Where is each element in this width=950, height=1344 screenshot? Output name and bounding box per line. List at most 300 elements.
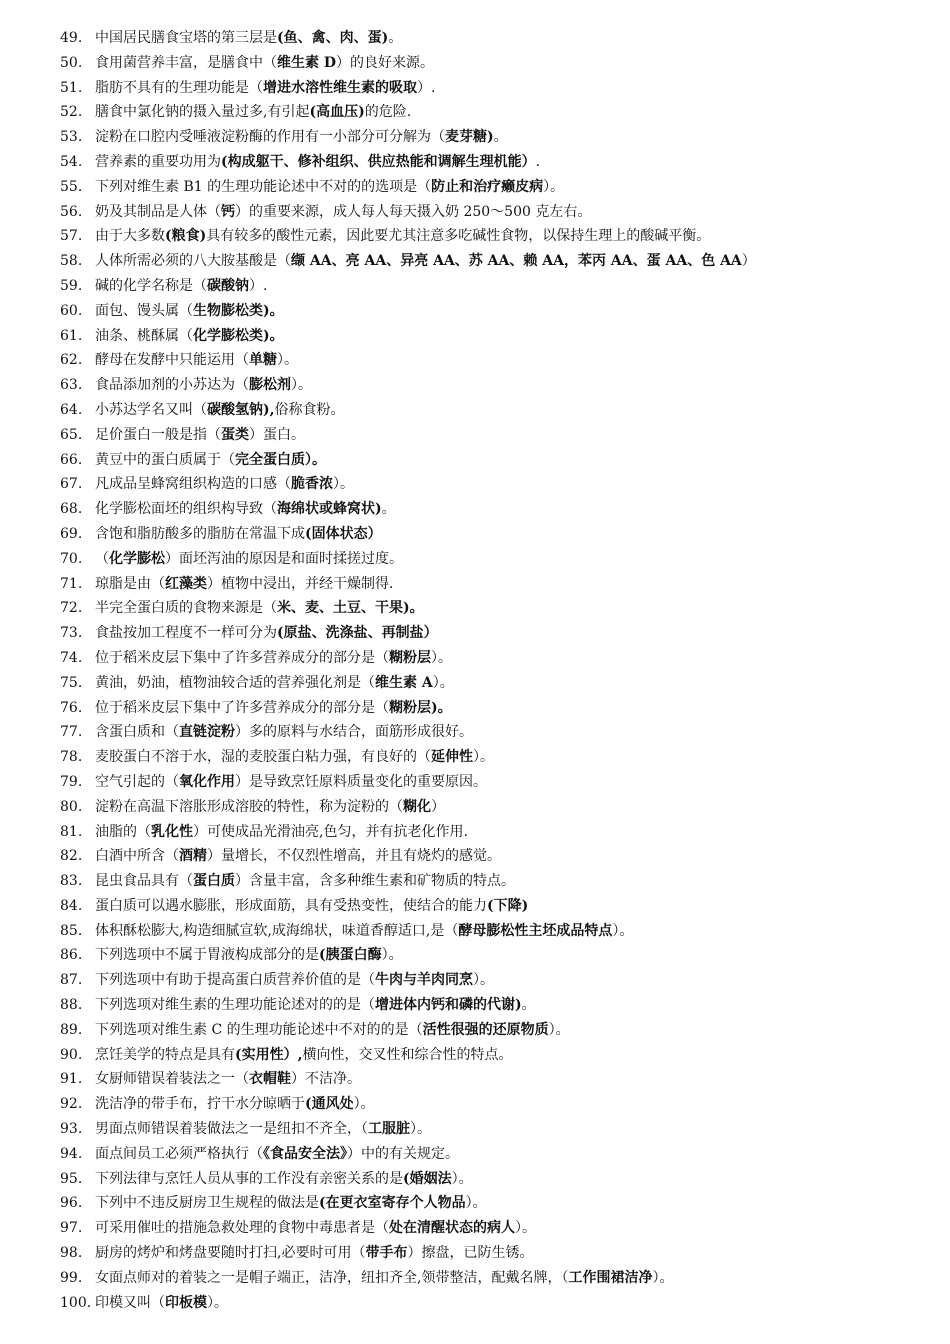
answer-text: 直链淀粉 (179, 724, 235, 741)
item-text (95, 175, 564, 200)
item-number: 77. (60, 724, 83, 741)
question-text: 下列中不违反厨房卫生规程的做法是 (95, 1195, 319, 1212)
question-text: 蛋白质可以遇水膨胀，形成面筋，具有受热变性，使结合的能力 (95, 897, 487, 914)
answer-text: 膨松剂 (249, 377, 291, 394)
item-number: 82. (60, 848, 83, 865)
question-text: 化学膨松面坯的组织构导致（ (95, 501, 277, 518)
list-item (0, 1092, 950, 1117)
answer-text: 米、麦、土豆、干果)。 (277, 600, 424, 617)
item-text (95, 1142, 459, 1167)
question-text: . (535, 153, 541, 170)
list-item (0, 720, 950, 745)
question-text: 下列选项对维生素的生理功能论述对的的是（ (95, 997, 375, 1014)
answer-text: 碳酸氢钠), (207, 401, 275, 418)
answer-text: (实用性）, (235, 1046, 303, 1063)
question-text: 洗洁净的带手布，拧干水分晾晒于 (95, 1096, 305, 1113)
answer-text: 酵母膨松性主坯成品特点 (458, 922, 613, 939)
question-text: ） (741, 253, 756, 270)
answer-text: 糊化 (403, 798, 431, 815)
question-text: 位于稻米皮层下集中了许多营养成分的部分是（ (95, 649, 389, 666)
list-item (0, 125, 950, 150)
item-text (95, 993, 536, 1018)
item-number: 64. (60, 401, 83, 418)
item-text (95, 696, 452, 721)
question-list (0, 26, 950, 1315)
question-text: 琼脂是由（ (95, 575, 165, 592)
item-text (95, 150, 540, 175)
item-number: 79. (60, 773, 83, 790)
item-number: 85. (60, 922, 83, 939)
question-text: ）。 (473, 972, 494, 989)
item-text (95, 200, 591, 225)
item-text (95, 100, 411, 125)
list-item (0, 993, 950, 1018)
answer-text: 乳化性 (151, 823, 193, 840)
item-number: 67. (60, 476, 83, 493)
question-text: ）。 (543, 178, 565, 195)
answer-text: (高血压) (309, 104, 365, 121)
answer-text: (构成躯干、修补组织、供应热能和调解生理机能） (221, 153, 536, 170)
item-text (95, 720, 473, 745)
item-text (95, 26, 402, 51)
answer-text: 化学膨松 (109, 550, 165, 567)
item-number: 71. (60, 575, 83, 592)
item-text (95, 1043, 513, 1068)
item-number: 52. (60, 104, 83, 121)
item-text (95, 249, 756, 274)
question-text: ）蛋白。 (249, 426, 305, 443)
item-text (95, 274, 267, 299)
question-text: 。 (381, 501, 396, 518)
item-number: 73. (60, 625, 83, 642)
item-text (95, 1291, 228, 1316)
question-text: 奶及其制品是人体（ (95, 203, 221, 220)
answer-text: 脆香浓 (291, 476, 333, 493)
question-text: 小苏达学名又叫（ (95, 401, 207, 418)
list-item (0, 1067, 950, 1092)
item-number: 87. (60, 972, 83, 989)
list-item (0, 621, 950, 646)
list-item (0, 472, 950, 497)
item-text (95, 1117, 431, 1142)
list-item (0, 1241, 950, 1266)
item-text (95, 51, 434, 76)
item-number: 72. (60, 600, 83, 617)
item-text (95, 596, 424, 621)
question-text: 含蛋白质和（ (95, 724, 179, 741)
answer-text: 红藻类 (165, 575, 207, 592)
list-item (0, 1018, 950, 1043)
item-text (95, 646, 452, 671)
answer-text: 化学膨松类)。 (193, 327, 284, 344)
question-text: ）多的原料与水结合，面筋形成很好。 (235, 724, 473, 741)
question-text: ）的良好来源。 (336, 54, 435, 71)
answer-text: (在更衣室寄存个人物品 (319, 1195, 466, 1212)
question-text: 。 (388, 30, 403, 46)
question-text: 下列选项对维生素 C 的生理功能论述中不对的的是（ (95, 1021, 423, 1038)
item-text (95, 224, 710, 249)
answer-text: 糊粉层 (389, 649, 431, 666)
item-number: 54. (60, 153, 83, 170)
item-text (95, 324, 284, 349)
question-text: 横向性，交叉性和综合性的特点。 (302, 1046, 513, 1063)
item-number: 78. (60, 749, 83, 766)
item-number: 96. (60, 1195, 83, 1212)
item-number: 66. (60, 451, 83, 468)
answer-text: (鱼、禽、肉、蛋) (277, 30, 389, 46)
list-item (0, 820, 950, 845)
item-number: 65. (60, 426, 83, 443)
list-item (0, 1167, 950, 1192)
item-number: 86. (60, 947, 83, 964)
question-text: ）。 (381, 947, 403, 964)
answer-text: 单糖 (249, 352, 277, 369)
list-item (0, 150, 950, 175)
list-item (0, 646, 950, 671)
item-number: 51. (60, 79, 83, 96)
question-text: 脂肪不具有的生理功能是（ (95, 79, 263, 96)
item-text (95, 1092, 375, 1117)
question-text: 下列对维生素 B1 的生理功能论述中不对的的选项是（ (95, 178, 432, 195)
item-number: 68. (60, 501, 83, 518)
question-text: 可采用催吐的措施急救处理的食物中毒患者是（ (95, 1220, 389, 1237)
answer-text: 生物膨松类)。 (193, 302, 284, 319)
list-item (0, 324, 950, 349)
list-item (0, 1142, 950, 1167)
item-text (95, 919, 633, 944)
answer-text: 处在清醒状态的病人 (389, 1220, 515, 1237)
question-text: 具有较多的酸性元素，因此要尤其注意多吃碱性食物，以保持生理上的酸碱平衡。 (206, 228, 711, 245)
question-text: ）。 (410, 1121, 431, 1138)
item-number: 49. (60, 30, 83, 46)
list-item (0, 522, 950, 547)
question-text: 黄油，奶油，植物油较合适的营养强化剂是（ (95, 674, 375, 691)
list-item (0, 894, 950, 919)
item-text (95, 869, 515, 894)
answer-text: 衣帽鞋 (249, 1071, 291, 1088)
item-number: 53. (60, 129, 83, 146)
list-item (0, 943, 950, 968)
answer-text: (原盐、洗涤盐、再制盐） (277, 625, 438, 642)
answer-text: 延伸性 (431, 749, 473, 766)
item-number: 57. (60, 228, 83, 245)
item-text (95, 621, 438, 646)
answer-text: 工服脏 (368, 1121, 410, 1138)
list-item (0, 249, 950, 274)
question-text: ）。 (652, 1269, 674, 1286)
question-text: 油条、桃酥属（ (95, 327, 193, 344)
item-number: 58. (60, 253, 83, 270)
list-item (0, 76, 950, 101)
question-text: ）。 (207, 1294, 228, 1311)
question-text: 下列选项中有助于提高蛋白质营养价值的是（ (95, 972, 375, 989)
answer-text: 增进体内钙和磷的代谢) (375, 997, 522, 1014)
list-item (0, 423, 950, 448)
item-number: 80. (60, 798, 83, 815)
item-text (95, 1241, 533, 1266)
question-text: 下列法律与烹饪人员从事的工作没有亲密关系的是 (95, 1170, 403, 1187)
question-text: ）中的有关规定。 (347, 1145, 459, 1162)
answer-text: 维生素 D (277, 54, 337, 71)
list-item (0, 398, 950, 423)
item-number: 95. (60, 1170, 83, 1187)
question-text: ）。 (465, 1195, 487, 1212)
item-number: 69. (60, 525, 83, 542)
item-number: 91. (60, 1071, 83, 1088)
item-number: 63. (60, 377, 83, 394)
item-text (95, 398, 345, 423)
item-number: 62. (60, 352, 83, 369)
item-number: 56. (60, 203, 83, 220)
question-text: 淀粉在口腔内受唾液淀粉酶的作用有一小部分可分解为（ (95, 129, 445, 146)
item-number: 59. (60, 277, 83, 294)
question-text: 俗称食粉。 (274, 401, 345, 418)
question-text: ） (431, 798, 445, 815)
question-text: ）. (249, 277, 268, 294)
item-number: 93. (60, 1121, 83, 1138)
item-text (95, 1216, 536, 1241)
list-item (0, 1191, 950, 1216)
question-text: 男面点师错误着装做法之一是纽扣不齐全，（ (95, 1121, 368, 1138)
answer-text: 《食品安全法》 (263, 1145, 347, 1162)
answer-text: (下降) (487, 897, 529, 914)
question-text: 食盐按加工程度不一样可分为 (95, 625, 277, 642)
answer-text: 牛肉与羊肉同烹 (375, 972, 473, 989)
question-text: 食用菌营养丰富，是膳食中（ (95, 54, 277, 71)
question-text: ）面坯泻油的原因是和面时揉搓过度。 (165, 550, 403, 567)
question-text: ）. (417, 79, 436, 96)
answer-text: 蛋白质 (193, 873, 235, 890)
item-number: 84. (60, 897, 83, 914)
answer-text: 海绵状或蜂窝状) (277, 501, 382, 518)
question-text: 营养素的重要功用为 (95, 153, 221, 170)
question-text: 空气引起的（ (95, 773, 179, 790)
question-text: ）量增长，不仅烈性增高，并且有烧灼的感觉。 (207, 848, 501, 865)
item-number: 74. (60, 649, 83, 666)
item-text (95, 770, 487, 795)
list-item (0, 869, 950, 894)
question-text: ）植物中浸出，并经干燥制得. (207, 575, 394, 592)
question-text: ）。 (333, 476, 354, 493)
item-text (95, 968, 494, 993)
question-text: ）。 (353, 1096, 375, 1113)
question-text: ）是导致烹饪原料质量变化的重要原因。 (235, 773, 487, 790)
item-text (95, 373, 312, 398)
question-text: （ (95, 550, 109, 567)
question-text: 。 (521, 997, 536, 1014)
item-number: 70. (60, 550, 83, 567)
item-text (95, 522, 382, 547)
question-text: 白酒中所含（ (95, 848, 179, 865)
answer-text: 钙 (221, 203, 235, 220)
item-text (95, 943, 403, 968)
item-text (95, 795, 445, 820)
item-number: 75. (60, 674, 83, 691)
item-text (95, 423, 305, 448)
list-item (0, 572, 950, 597)
item-number: 81. (60, 823, 83, 840)
list-item (0, 919, 950, 944)
question-text: 人体所需必须的八大胺基酸是（ (95, 253, 291, 270)
answer-text: (通风处 (305, 1096, 354, 1113)
question-text: ）可使成品光滑油亮,色匀，并有抗老化作用. (193, 823, 468, 840)
item-number: 55. (60, 178, 83, 195)
question-text: ）。 (515, 1220, 536, 1237)
question-text: ）。 (432, 674, 454, 691)
item-text (95, 472, 354, 497)
answer-text: 缬 AA、亮 AA、异亮 AA、苏 AA、赖 AA，苯丙 AA、蛋 AA、色 AA (291, 253, 742, 270)
list-item (0, 26, 950, 51)
question-text: 碱的化学名称是（ (95, 277, 207, 294)
list-item (0, 1117, 950, 1142)
answer-text: 防止和治疗癞皮病 (431, 178, 544, 195)
item-text (95, 572, 393, 597)
item-text (95, 1018, 570, 1043)
item-number: 89. (60, 1021, 83, 1038)
list-item (0, 1266, 950, 1291)
question-text: ）的重要来源，成人每人每天摄入奶 250～500 克左右。 (235, 203, 592, 220)
list-item (0, 1291, 950, 1316)
list-item (0, 1043, 950, 1068)
list-item (0, 175, 950, 200)
answer-text: 活性很强的还原物质 (422, 1021, 549, 1038)
list-item (0, 844, 950, 869)
item-number: 76. (60, 699, 83, 716)
item-text (95, 299, 284, 324)
list-item (0, 224, 950, 249)
answer-text: 印板模 (165, 1294, 207, 1311)
item-text (95, 125, 508, 150)
question-text: ）。 (291, 377, 312, 394)
item-text (95, 547, 403, 572)
question-text: 麦胶蛋白不溶于水，湿的麦胶蛋白粘力强，有良好的（ (95, 749, 431, 766)
list-item (0, 51, 950, 76)
item-text (95, 1266, 673, 1291)
list-item (0, 671, 950, 696)
list-item (0, 373, 950, 398)
list-item (0, 696, 950, 721)
list-item (0, 968, 950, 993)
question-text: 酵母在发酵中只能运用（ (95, 352, 249, 369)
answer-text: 麦芽糖) (445, 129, 494, 146)
question-text: ）。 (451, 1170, 473, 1187)
item-number: 88. (60, 997, 83, 1014)
item-text (95, 348, 298, 373)
item-text (95, 1167, 473, 1192)
item-text (95, 1067, 361, 1092)
list-item (0, 497, 950, 522)
question-text: 淀粉在高温下溶胀形成溶胶的特性，称为淀粉的（ (95, 798, 403, 815)
list-item (0, 547, 950, 572)
question-text: 女厨师错误着装法之一（ (95, 1071, 249, 1088)
question-text: 中国居民膳食宝塔的第三层是 (95, 30, 277, 46)
list-item (0, 770, 950, 795)
item-text (95, 745, 494, 770)
question-text: 半完全蛋白质的食物来源是（ (95, 600, 277, 617)
list-item (0, 745, 950, 770)
question-text: 凡成品呈蜂窝组织构造的口感（ (95, 476, 291, 493)
question-text: ）不洁净。 (291, 1071, 361, 1088)
answer-text: 维生素 A (375, 674, 433, 691)
question-text: ）含量丰富，含多种维生素和矿物质的特点。 (235, 873, 515, 890)
item-number: 94. (60, 1145, 83, 1162)
item-number: 98. (60, 1245, 83, 1262)
item-number: 100. (60, 1294, 92, 1311)
list-item (0, 448, 950, 473)
item-number: 92. (60, 1096, 83, 1113)
answer-text: (粮食) (165, 228, 207, 245)
answer-text: 完全蛋白质）。 (235, 451, 326, 468)
list-item (0, 299, 950, 324)
question-text: 厨房的烤炉和烤盘要随时打扫,必要时可用（ (95, 1245, 366, 1262)
item-number: 60. (60, 302, 83, 319)
question-text: 位于稻米皮层下集中了许多营养成分的部分是（ (95, 699, 389, 716)
question-text: 含饱和脂肪酸多的脂肪在常温下成 (95, 525, 305, 542)
item-text (95, 820, 468, 845)
question-text: 的危险. (364, 104, 412, 121)
item-text (95, 448, 326, 473)
item-text (95, 894, 528, 919)
answer-text: 蛋类 (221, 426, 249, 443)
item-text (95, 844, 501, 869)
answer-text: 碳酸钠 (207, 277, 249, 294)
question-text: 由于大多数 (95, 228, 165, 245)
answer-text: (胰蛋白酶 (319, 947, 382, 964)
question-text: 。 (493, 129, 508, 146)
question-text: 印模又叫（ (95, 1294, 165, 1311)
list-item (0, 100, 950, 125)
item-text (95, 1191, 487, 1216)
question-text: 体积酥松膨大,构造细腻宣软,成海绵状，味道香醇适口,是（ (95, 922, 459, 939)
answer-text: 氧化作用 (179, 773, 235, 790)
answer-text: 工作围裙洁净 (568, 1269, 653, 1286)
item-number: 61. (60, 327, 83, 344)
question-text: 昆虫食品具有（ (95, 873, 193, 890)
question-text: ）。 (473, 749, 494, 766)
item-text (95, 671, 454, 696)
question-text: ）擦盘，已防生锈。 (407, 1245, 534, 1262)
question-text: 女面点师对的着装之一是帽子端正，洁净，纽扣齐全,领带整洁，配戴名牌，（ (95, 1269, 569, 1286)
question-text: 食品添加剂的小苏达为（ (95, 377, 249, 394)
question-text: 黄豆中的蛋白质属于（ (95, 451, 235, 468)
item-number: 83. (60, 873, 83, 890)
answer-text: (固体状态） (305, 525, 382, 542)
question-text: 油脂的（ (95, 823, 151, 840)
list-item (0, 596, 950, 621)
question-text: ）。 (612, 922, 634, 939)
answer-text: (婚姻法 (403, 1170, 452, 1187)
question-text: ）。 (431, 649, 452, 666)
item-text (95, 497, 396, 522)
item-number: 90. (60, 1046, 83, 1063)
item-number: 99. (60, 1269, 83, 1286)
question-text: 足价蛋白一般是指（ (95, 426, 221, 443)
item-text (95, 76, 435, 101)
answer-text: 增进水溶性维生素的吸取 (263, 79, 417, 96)
question-text: 烹饪美学的特点是具有 (95, 1046, 235, 1063)
question-text: 下列选项中不属于胃液构成部分的是 (95, 947, 319, 964)
answer-text: 酒精 (179, 848, 207, 865)
question-text: 面点间员工必须严格执行（ (95, 1145, 263, 1162)
list-item (0, 274, 950, 299)
list-item (0, 348, 950, 373)
list-item (0, 795, 950, 820)
list-item (0, 200, 950, 225)
question-text: 膳食中氯化钠的摄入量过多,有引起 (95, 104, 310, 121)
question-text: ）。 (277, 352, 298, 369)
item-number: 97. (60, 1220, 83, 1237)
question-text: ）。 (548, 1021, 570, 1038)
